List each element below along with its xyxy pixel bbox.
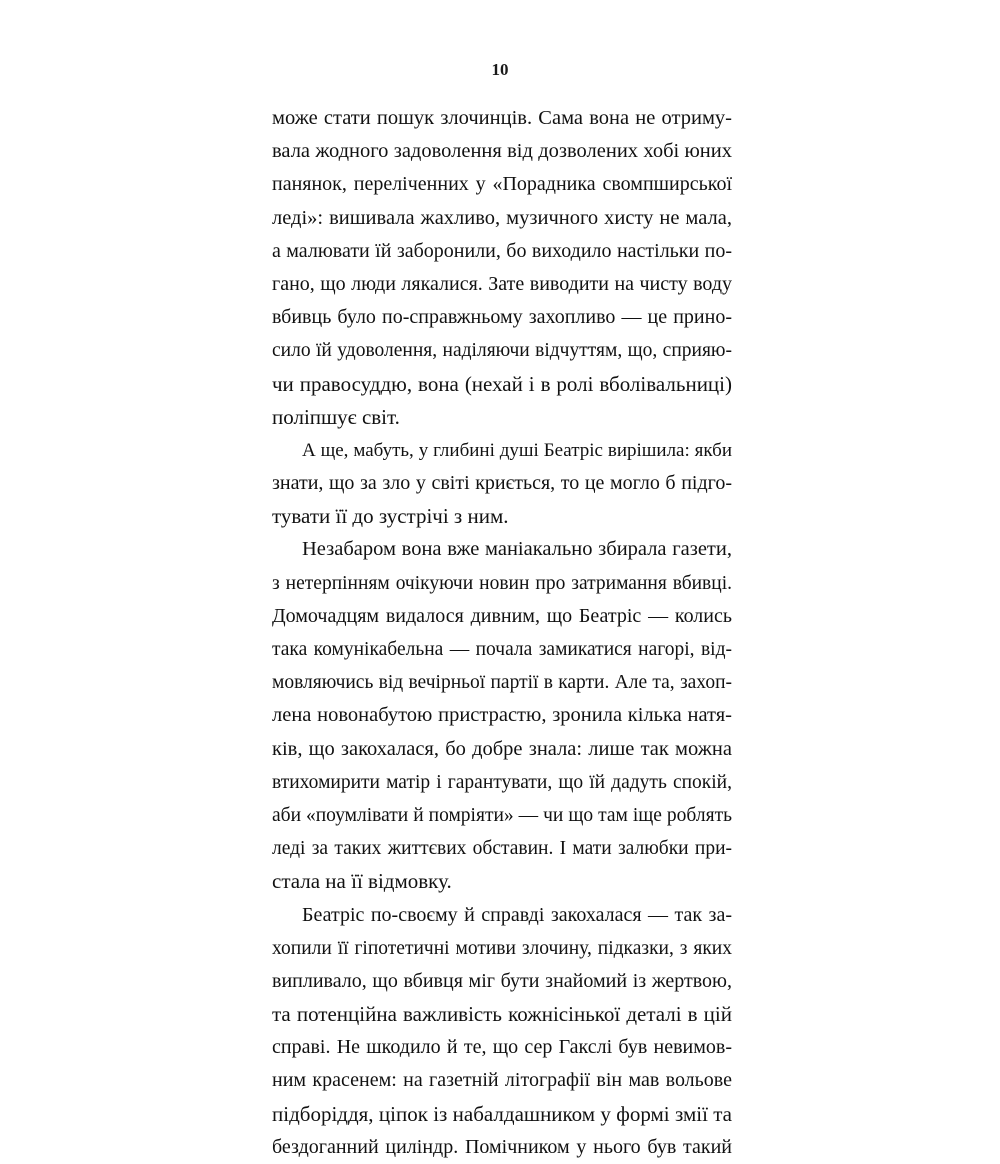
text-line: вбивць було по-справжньому захопливо — це прино- [272,306,732,329]
text-line: лена новонабутою пристрастю, зронила кілька натя- [272,704,732,727]
text-line: вала жодного задоволення від дозволених хобі юних [272,140,732,163]
text-line: панянок, переліченних у «Порадника свомпширської [272,173,732,196]
text-line: поліпшує світ. [272,404,400,429]
text-line: бездоганний циліндр. Помічником у нього був такий [272,1135,732,1158]
text-line: А ще, мабуть, у глибині душі Беатріс вирішила: якби [302,439,732,461]
text-line: мовляючись від вечірньої партії в карти. Але та, захоп- [272,672,732,694]
text-line: гано, що люди лякалися. Зате виводити на чисту воду [272,272,732,295]
text-line: може стати пошук злочинців. Сама вона не отриму- [272,107,732,129]
text-line: чи правосуддю, вона (нехай і в ролі вболівальниці) [272,371,732,396]
text-line: підборіддя, ціпок із набалдашником у формі змії та [272,1101,732,1126]
text-line: тувати її до зустрічі з ним. [272,504,509,529]
text-line: стала на її відмовку. [272,869,452,894]
text-line: та потенційна важливість кожнісінької деталі в цій [272,1002,732,1027]
body-text [272,102,732,1164]
text-line: леді за таких життєвих обставин. І мати залюбки при- [272,838,732,860]
text-line: леді»: вишивала жахливо, музичного хисту не мала, [272,206,732,229]
text-line: втихомирити матір і гарантувати, що їй дадуть спокій, [272,771,732,793]
text-line: ним красенем: на газетній літографії він мав вольове [272,1069,732,1092]
text-line: хопили її гіпотетичні мотиви злочину, підказки, з яких [272,937,732,959]
text-line: а малювати їй заборонили, бо виходило настільки по- [272,239,732,262]
text-line: аби «поумлівати й помріяти» — чи що там іще роблять [272,804,732,826]
text-line: справі. Не шкодило й те, що сер Гакслі був невимов- [272,1036,732,1059]
text-line: сило їй удоволення, наділяючи відчуттям, що, сприяю- [272,340,732,362]
text-line: Домочадцям видалося дивним, що Беатріс — колись [272,604,732,627]
text-line: така комунікабельна — почала замикатися нагорі, від- [272,639,732,660]
text-line: випливало, що вбивця міг бути знайомий із жертвою, [272,969,732,992]
text-line: Незабаром вона вже маніакально збирала газети, [302,538,732,561]
page-number: 10 [491,60,509,79]
text-line: Беатріс по-своєму й справді закохалася — так за- [302,903,732,926]
text-line: ків, що закохалася, бо добре знала: лише так можна [272,737,732,760]
text-line: з нетерпінням очікуючи новин про затримання вбивці. [272,572,732,594]
text-line: знати, що за зло у світі криється, то це могло б підго- [272,472,732,495]
